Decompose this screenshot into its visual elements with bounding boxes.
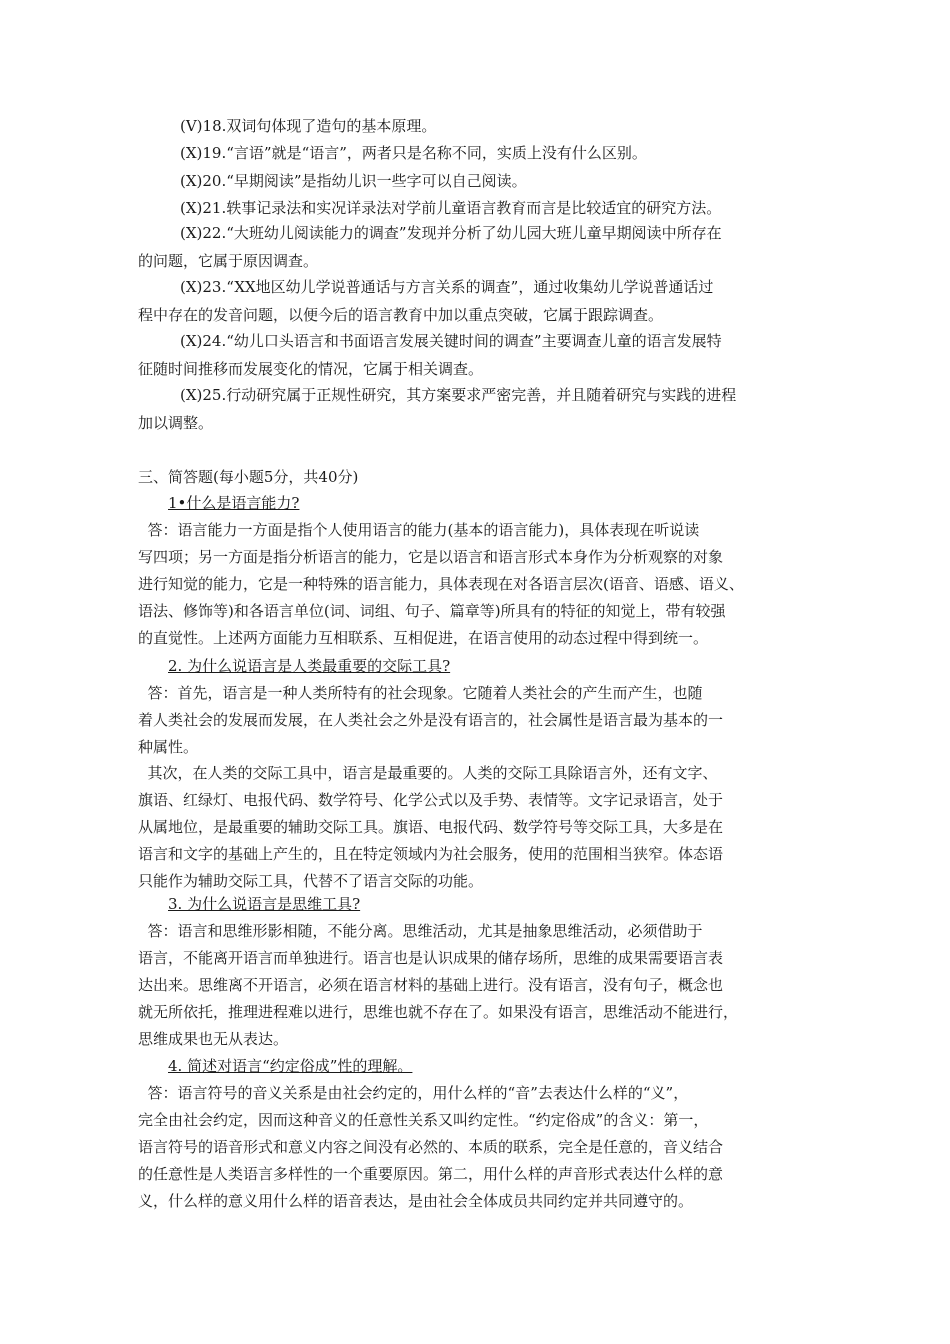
answer-line: 语法、修饰等)和各语言单位(词、词组、句子、篇章等)所具有的特征的知觉上，带有较强 (138, 602, 726, 620)
answer-line: 进行知觉的能力，它是一种特殊的语言能力，具体表现在对各语言层次(语音、语感、语义、 (138, 575, 744, 593)
true-false-item-23 (138, 274, 818, 329)
answer-line: 写四项；另一方面是指分析语言的能力，它是以语言和语言形式本身作为分析观察的对象 (138, 548, 724, 566)
answer-line: 只能作为辅助交际工具，代替不了语言交际的功能。 (138, 872, 484, 890)
answer-line: 就无所依托，推理进程难以进行，思维也就不存在了。如果没有语言，思维活动不能进行， (138, 1003, 739, 1021)
true-false-item-25 (138, 382, 818, 437)
item-line: 程中存在的发音问题，以便今后的语言教育中加以重点突破，它属于跟踪调查。 (138, 305, 664, 324)
answer-line: 思维成果也无从表达。 (138, 1030, 289, 1048)
section-title: 三、简答题(每小题5分，共40分) (138, 468, 359, 486)
item-line: 加以调整。 (138, 413, 214, 432)
answer-line: 从属地位，是最重要的辅助交际工具。旗语、电报代码、数学符号等交际工具，大多是在 (138, 818, 724, 836)
answer-line: 答：首先，语言是一种人类所特有的社会现象。它随着人类社会的产生而产生，也随 (138, 684, 703, 702)
item-line: 的问题，它属于原因调查。 (138, 251, 319, 270)
true-false-item-18 (138, 113, 818, 141)
item-line: 征随时间推移而发展变化的情况，它属于相关调查。 (138, 359, 484, 378)
answer-line: 语言和文字的基础上产生的，且在特定领域内为社会服务，使用的范围相当狭窄。体态语 (138, 845, 724, 863)
question-title: 3. 为什么说语言是思维工具? (168, 895, 361, 913)
answer-line: 种属性。 (138, 738, 199, 756)
item-line: (X)24.“幼儿口头语言和书面语言发展关键时间的调查”主要调查儿童的语言发展特 (180, 332, 722, 350)
question-title: 2. 为什么说语言是人类最重要的交际工具? (168, 657, 451, 675)
answer-line: 的直觉性。上述两方面能力互相联系、互相促进，在语言使用的动态过程中得到统一。 (138, 629, 709, 647)
answer-line: 达出来。思维离不开语言，必须在语言材料的基础上进行。没有语言，没有句子，概念也 (138, 976, 724, 994)
item-line: (X)19.“言语”就是“语言”，两者只是名称不同，实质上没有什么区别。 (180, 144, 647, 162)
answer-paragraph (138, 760, 723, 895)
answer-line: 旗语、红绿灯、电报代码、数学符号、化学公式以及手势、表情等。文字记录语言，处于 (138, 791, 724, 809)
item-line: (X)21.轶事记录法和实况详录法对学前儿童语言教育而言是比较适宜的研究方法。 (180, 199, 722, 217)
answer-line: 义，什么样的意义用什么样的语音表达，是由社会全体成员共同约定并共同遵守的。 (138, 1192, 694, 1210)
item-line: (X)22.“大班幼儿阅读能力的调查”发现并分析了幼儿园大班儿童早期阅读中所存在 (180, 224, 722, 242)
item-line: (X)23.“XX地区幼儿学说普通话与方言关系的调查”，通过收集幼儿学说普通话过 (180, 278, 714, 296)
question-title: 4. 简述对语言“约定俗成”性的理解。 (168, 1057, 413, 1075)
item-line: (X)20.“早期阅读”是指幼儿识一些字可以自己阅读。 (180, 172, 527, 190)
answer-line: 答：语言能力一方面是指个人使用语言的能力(基本的语言能力)，具体表现在听说读 (138, 521, 700, 539)
answer-line: 语言符号的语音形式和意义内容之间没有必然的、本质的联系，完全是任意的，音义结合 (138, 1138, 724, 1156)
true-false-item-20 (138, 168, 818, 196)
true-false-item-22 (138, 220, 818, 275)
true-false-item-24 (138, 328, 818, 383)
item-line: (V)18.双词句体现了造句的基本原理。 (180, 117, 437, 135)
answer-line: 着人类社会的发展而发展，在人类社会之外是没有语言的，社会属性是语言最为基本的一 (138, 711, 724, 729)
true-false-item-21 (138, 195, 818, 223)
answer-line: 语言，不能离开语言而单独进行。语言也是认识成果的储存场所，思维的成果需要语言表 (138, 949, 724, 967)
answer-line: 答：语言和思维形影相随，不能分离。思维活动，尤其是抽象思维活动，必须借助于 (138, 922, 703, 940)
answer-paragraph (138, 1080, 723, 1215)
answer-line: 其次，在人类的交际工具中，语言是最重要的。人类的交际工具除语言外，还有文字、 (138, 764, 718, 782)
answer-paragraph (138, 680, 723, 761)
answer-line: 的任意性是人类语言多样性的一个重要原因。第二，用什么样的声音形式表达什么样的意 (138, 1165, 724, 1183)
answer-paragraph (138, 918, 738, 1053)
answer-paragraph (138, 517, 744, 652)
true-false-item-19 (138, 140, 818, 168)
answer-line: 答：语言符号的音义关系是由社会约定的，用什么样的“音”去表达什么样的“义”， (138, 1084, 689, 1102)
answer-line: 完全由社会约定，因而这种音义的任意性关系又叫约定性。“约定俗成”的含义：第一， (138, 1111, 709, 1129)
question-title: 1•什么是语言能力? (168, 494, 300, 512)
item-line: (X)25.行动研究属于正规性研究，其方案要求严密完善，并且随着研究与实践的进程 (180, 386, 737, 404)
